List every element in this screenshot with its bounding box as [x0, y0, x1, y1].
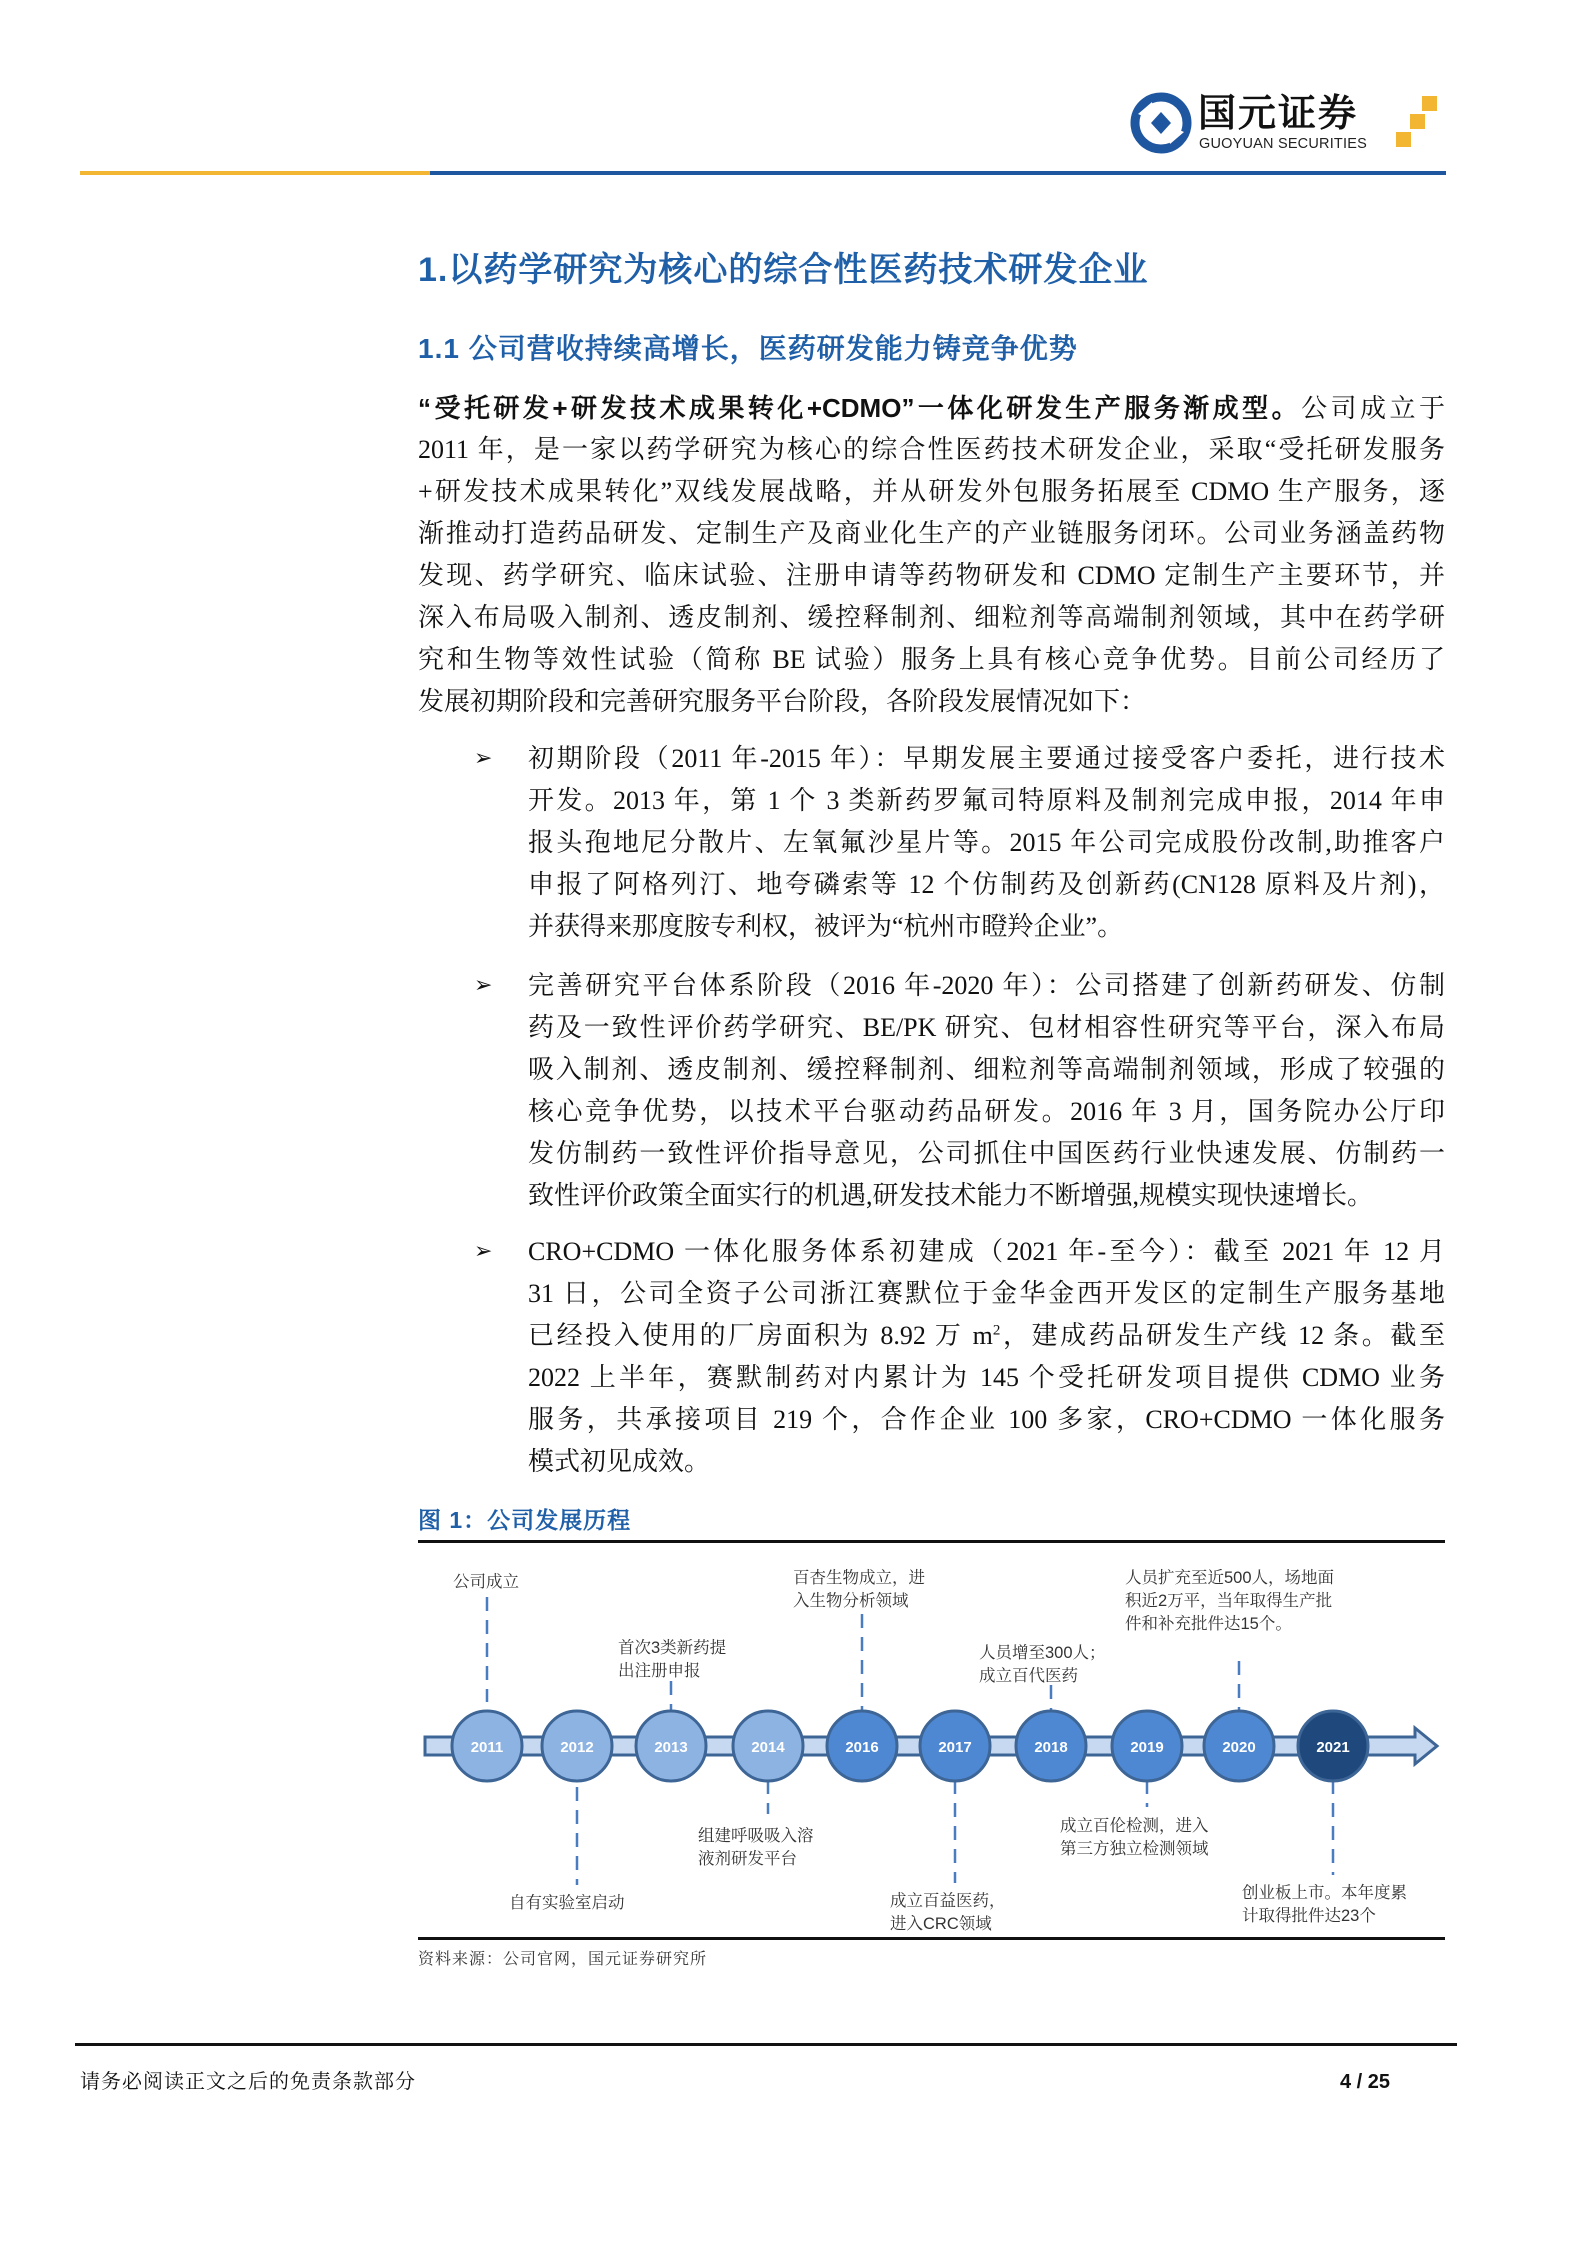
arrow-bullet-icon: ➢	[474, 746, 493, 771]
text-segment: 究和生物等效性试验（简称 BE 试验）服务上具有核心竞争优势。目前公司经历了	[418, 645, 1445, 674]
text-segment: 吸入制剂、透皮制剂、缓控释制剂、细粒剂等高端制剂领域，形成了较强的	[528, 1055, 1445, 1084]
text-segment: 初期阶段（2011 年-2015 年）：早期发展主要通过接受客户委托，进行技术	[528, 744, 1445, 773]
timeline-event-label: 积近2万平，当年取得生产批	[1125, 1591, 1333, 1610]
year-label: 2018	[1034, 1739, 1068, 1756]
text-segment: 31 日，公司全资子公司浙江赛默位于金华金西开发区的定制生产服务基地	[528, 1279, 1445, 1308]
timeline-event-label: 首次3类新药提	[618, 1638, 727, 1657]
text-segment: +研发技术成果转化”双线发展战略，并从研发外包服务拓展至 CDMO 生产服务，逐	[418, 477, 1445, 506]
timeline-event-label: 入生物分析领域	[793, 1591, 909, 1610]
year-label: 2014	[751, 1739, 785, 1756]
timeline-event-label: 出注册申报	[618, 1661, 701, 1680]
year-label: 2019	[1130, 1739, 1164, 1756]
text-segment: 开发。2013 年，第 1 个 3 类新药罗氟司特原料及制剂完成申报，2014 年申	[528, 786, 1445, 815]
timeline-event-label: 组建呼吸吸入溶	[698, 1826, 814, 1845]
text-segment: 报头孢地尼分散片、左氧氟沙星片等。2015 年公司完成股份改制,助推客户	[528, 828, 1445, 857]
timeline-event-label: 自有实验室启动	[509, 1893, 625, 1912]
timeline-event-label: 进入CRC领域	[890, 1914, 992, 1933]
timeline-event-label: 液剂研发平台	[698, 1849, 797, 1868]
year-label: 2017	[938, 1739, 972, 1756]
year-label: 2012	[560, 1739, 594, 1756]
superscript: 2	[992, 1322, 1001, 1339]
timeline-event-label: 百杏生物成立，进	[793, 1568, 925, 1587]
footer-rule	[75, 2043, 1457, 2046]
year-label: 2011	[470, 1739, 504, 1756]
text-segment: CRO+CDMO 一体化服务体系初建成（2021 年-至今）：截至 2021 年 12 月	[528, 1237, 1445, 1266]
text-segment: 发展初期阶段和完善研究服务平台阶段，各阶段发展情况如下：	[418, 687, 1147, 716]
timeline-event-label: 成立百益医药，	[890, 1891, 1006, 1910]
timeline-event-label: 公司成立	[453, 1572, 519, 1591]
text-segment: 2022 上半年，赛默制药对内累计为 145 个受托研发项目提供 CDMO 业务	[528, 1363, 1445, 1392]
arrow-bullet-icon: ➢	[474, 973, 493, 998]
figure-source: 资料来源：公司官网，国元证券研究所	[418, 1951, 708, 1968]
text-segment: 模式初见成效。	[528, 1447, 711, 1476]
text-segment: 服务，共承接项目 219 个，合作企业 100 多家，CRO+CDMO 一体化服务	[528, 1405, 1445, 1434]
page-number: 4 / 25	[1340, 2071, 1391, 2093]
figure-title: 图 1：公司发展历程	[418, 1507, 632, 1533]
text-segment: 核心竞争优势，以技术平台驱动药品研发。2016 年 3 月，国务院办公厅印	[528, 1097, 1445, 1126]
timeline-event-label: 成立百代医药	[979, 1666, 1078, 1685]
bold-lead-text: “受托研发+研发技术成果转化+CDMO”一体化研发生产服务渐成型。	[418, 393, 1302, 423]
figure-bottom-rule	[418, 1937, 1445, 1940]
text-segment: 致性评价政策全面实行的机遇,研发技术能力不断增强,规模实现快速增长。	[528, 1181, 1374, 1210]
arrow-bullet-icon: ➢	[474, 1239, 493, 1264]
timeline-event-label: 第三方独立检测领域	[1060, 1839, 1209, 1858]
year-label: 2020	[1222, 1739, 1256, 1756]
year-label: 2021	[1316, 1739, 1350, 1756]
logo-english-name: GUOYUAN SECURITIES	[1199, 136, 1367, 152]
text-segment: 申报了阿格列汀、地夸磷索等 12 个仿制药及创新药(CN128 原料及片剂)，	[528, 870, 1445, 899]
year-label: 2013	[654, 1739, 688, 1756]
timeline-event-label: 成立百伦检测，进入	[1060, 1816, 1209, 1835]
text-segment: 公司成立于	[1301, 394, 1445, 423]
text-segment: ，建成药品研发生产线 12 条。截至	[1000, 1321, 1445, 1350]
text-segment: 已经投入使用的厂房面积为 8.92 万 m	[528, 1321, 993, 1350]
subsection-heading: 1.1 公司营收持续高增长，医药研发能力铸竞争优势	[418, 333, 1078, 364]
text-segment: 药及一致性评价药学研究、BE/PK 研究、包材相容性研究等平台，深入布局	[528, 1013, 1445, 1042]
timeline-event-label: 人员扩充至近500人，场地面	[1125, 1568, 1335, 1587]
text-segment: 完善研究平台体系阶段（2016 年-2020 年）：公司搭建了创新药研发、仿制	[528, 971, 1445, 1000]
text-segment: 并获得来那度胺专利权，被评为“杭州市瞪羚企业”。	[528, 912, 1124, 941]
section-heading: 1.以药学研究为核心的综合性医药技术研发企业	[418, 251, 1149, 289]
timeline-event-label: 计取得批件达23个	[1242, 1906, 1376, 1925]
text-segment: 2011 年，是一家以药学研究为核心的综合性医药技术研发企业，采取“受托研发服务	[418, 435, 1445, 464]
text-segment: 发仿制药一致性评价指导意见，公司抓住中国医药行业快速发展、仿制药一	[528, 1139, 1445, 1168]
year-label: 2016	[845, 1739, 879, 1756]
text-segment: 深入布局吸入制剂、透皮制剂、缓控释制剂、细粒剂等高端制剂领域，其中在药学研	[418, 603, 1445, 632]
timeline-event-label: 创业板上市。本年度累	[1242, 1883, 1407, 1902]
text-segment: 发现、药学研究、临床试验、注册申请等药物研发和 CDMO 定制生产主要环节，并	[418, 561, 1445, 590]
footer-disclaimer[interactable]: 请务必阅读正文之后的免责条款部分	[80, 2071, 416, 2093]
logo-chinese-name: 国元证券	[1198, 93, 1359, 135]
timeline-event-label: 人员增至300人；	[979, 1643, 1106, 1662]
timeline-event-label: 件和补充批件达15个。	[1125, 1614, 1292, 1633]
text-segment: 渐推动打造药品研发、定制生产及商业化生产的产业链服务闭环。公司业务涵盖药物	[418, 519, 1445, 548]
